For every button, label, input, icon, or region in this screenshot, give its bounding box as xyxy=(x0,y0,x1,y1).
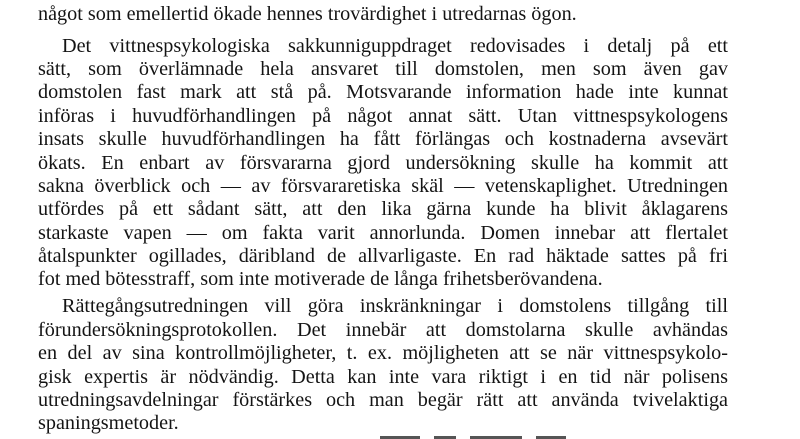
text-line: gisk expertis är nödvändig. Detta kan inte vara riktigt i en tid när polisens xyxy=(38,366,728,388)
text-line: förundersökningsprotokollen. Det innebär att domstolarna skulle avhändas xyxy=(38,319,728,341)
text-line: utfördes på ett sådant sätt, att den lika gärna kunde ha blivit åklagarens xyxy=(38,198,728,220)
text-line: sakna överblick och — av försvararetiska skäl — vetenskaplighet. Utredningen xyxy=(38,175,728,197)
next-line-cutoff xyxy=(380,432,660,439)
text-line: en del av sina kontrollmöjligheter, t. ex. möjligheten att se när vittnespsykolo- xyxy=(38,342,728,364)
text-line: domstolen fast mark att stå på. Motsvarande information hade inte kunnat xyxy=(38,81,728,103)
text-line: åtalspunkter ogillades, däribland de allvarligaste. En rad häktade sattes på fri xyxy=(38,245,728,267)
text-line: insats skulle huvudförhandlingen ha fått förlängas och kostnaderna avsevärt xyxy=(38,128,728,150)
text-line: utredningsavdelningar förstärkes och man begär rätt att använda tvivelaktiga xyxy=(38,389,728,411)
text-line: sätt, som överlämnade hela ansvaret till domstolen, men som även gav xyxy=(38,58,728,80)
text-line: Rättegångsutredningen vill göra inskränkningar i domstolens tillgång till xyxy=(62,295,728,317)
text-line: Det vittnespsykologiska sakkunniguppdraget redovisades i detalj på ett xyxy=(62,35,728,57)
text-line: något som emellertid ökade hennes trovärdighet i utredarnas ögon. xyxy=(38,3,577,25)
text-line: införas i huvudförhandlingen på något annat sätt. Utan vittnespsykologens xyxy=(38,105,728,127)
text-line: starkaste vapen — om fakta varit annorlunda. Domen innebar att flertalet xyxy=(38,222,728,244)
text-line: ökats. En enbart av försvararna gjord undersökning skulle ha kommit att xyxy=(38,152,728,174)
text-line: fot med bötesstraff, som inte motiverade de långa frihetsberövandena. xyxy=(38,268,603,290)
text-line: spaningsmetoder. xyxy=(38,412,179,434)
